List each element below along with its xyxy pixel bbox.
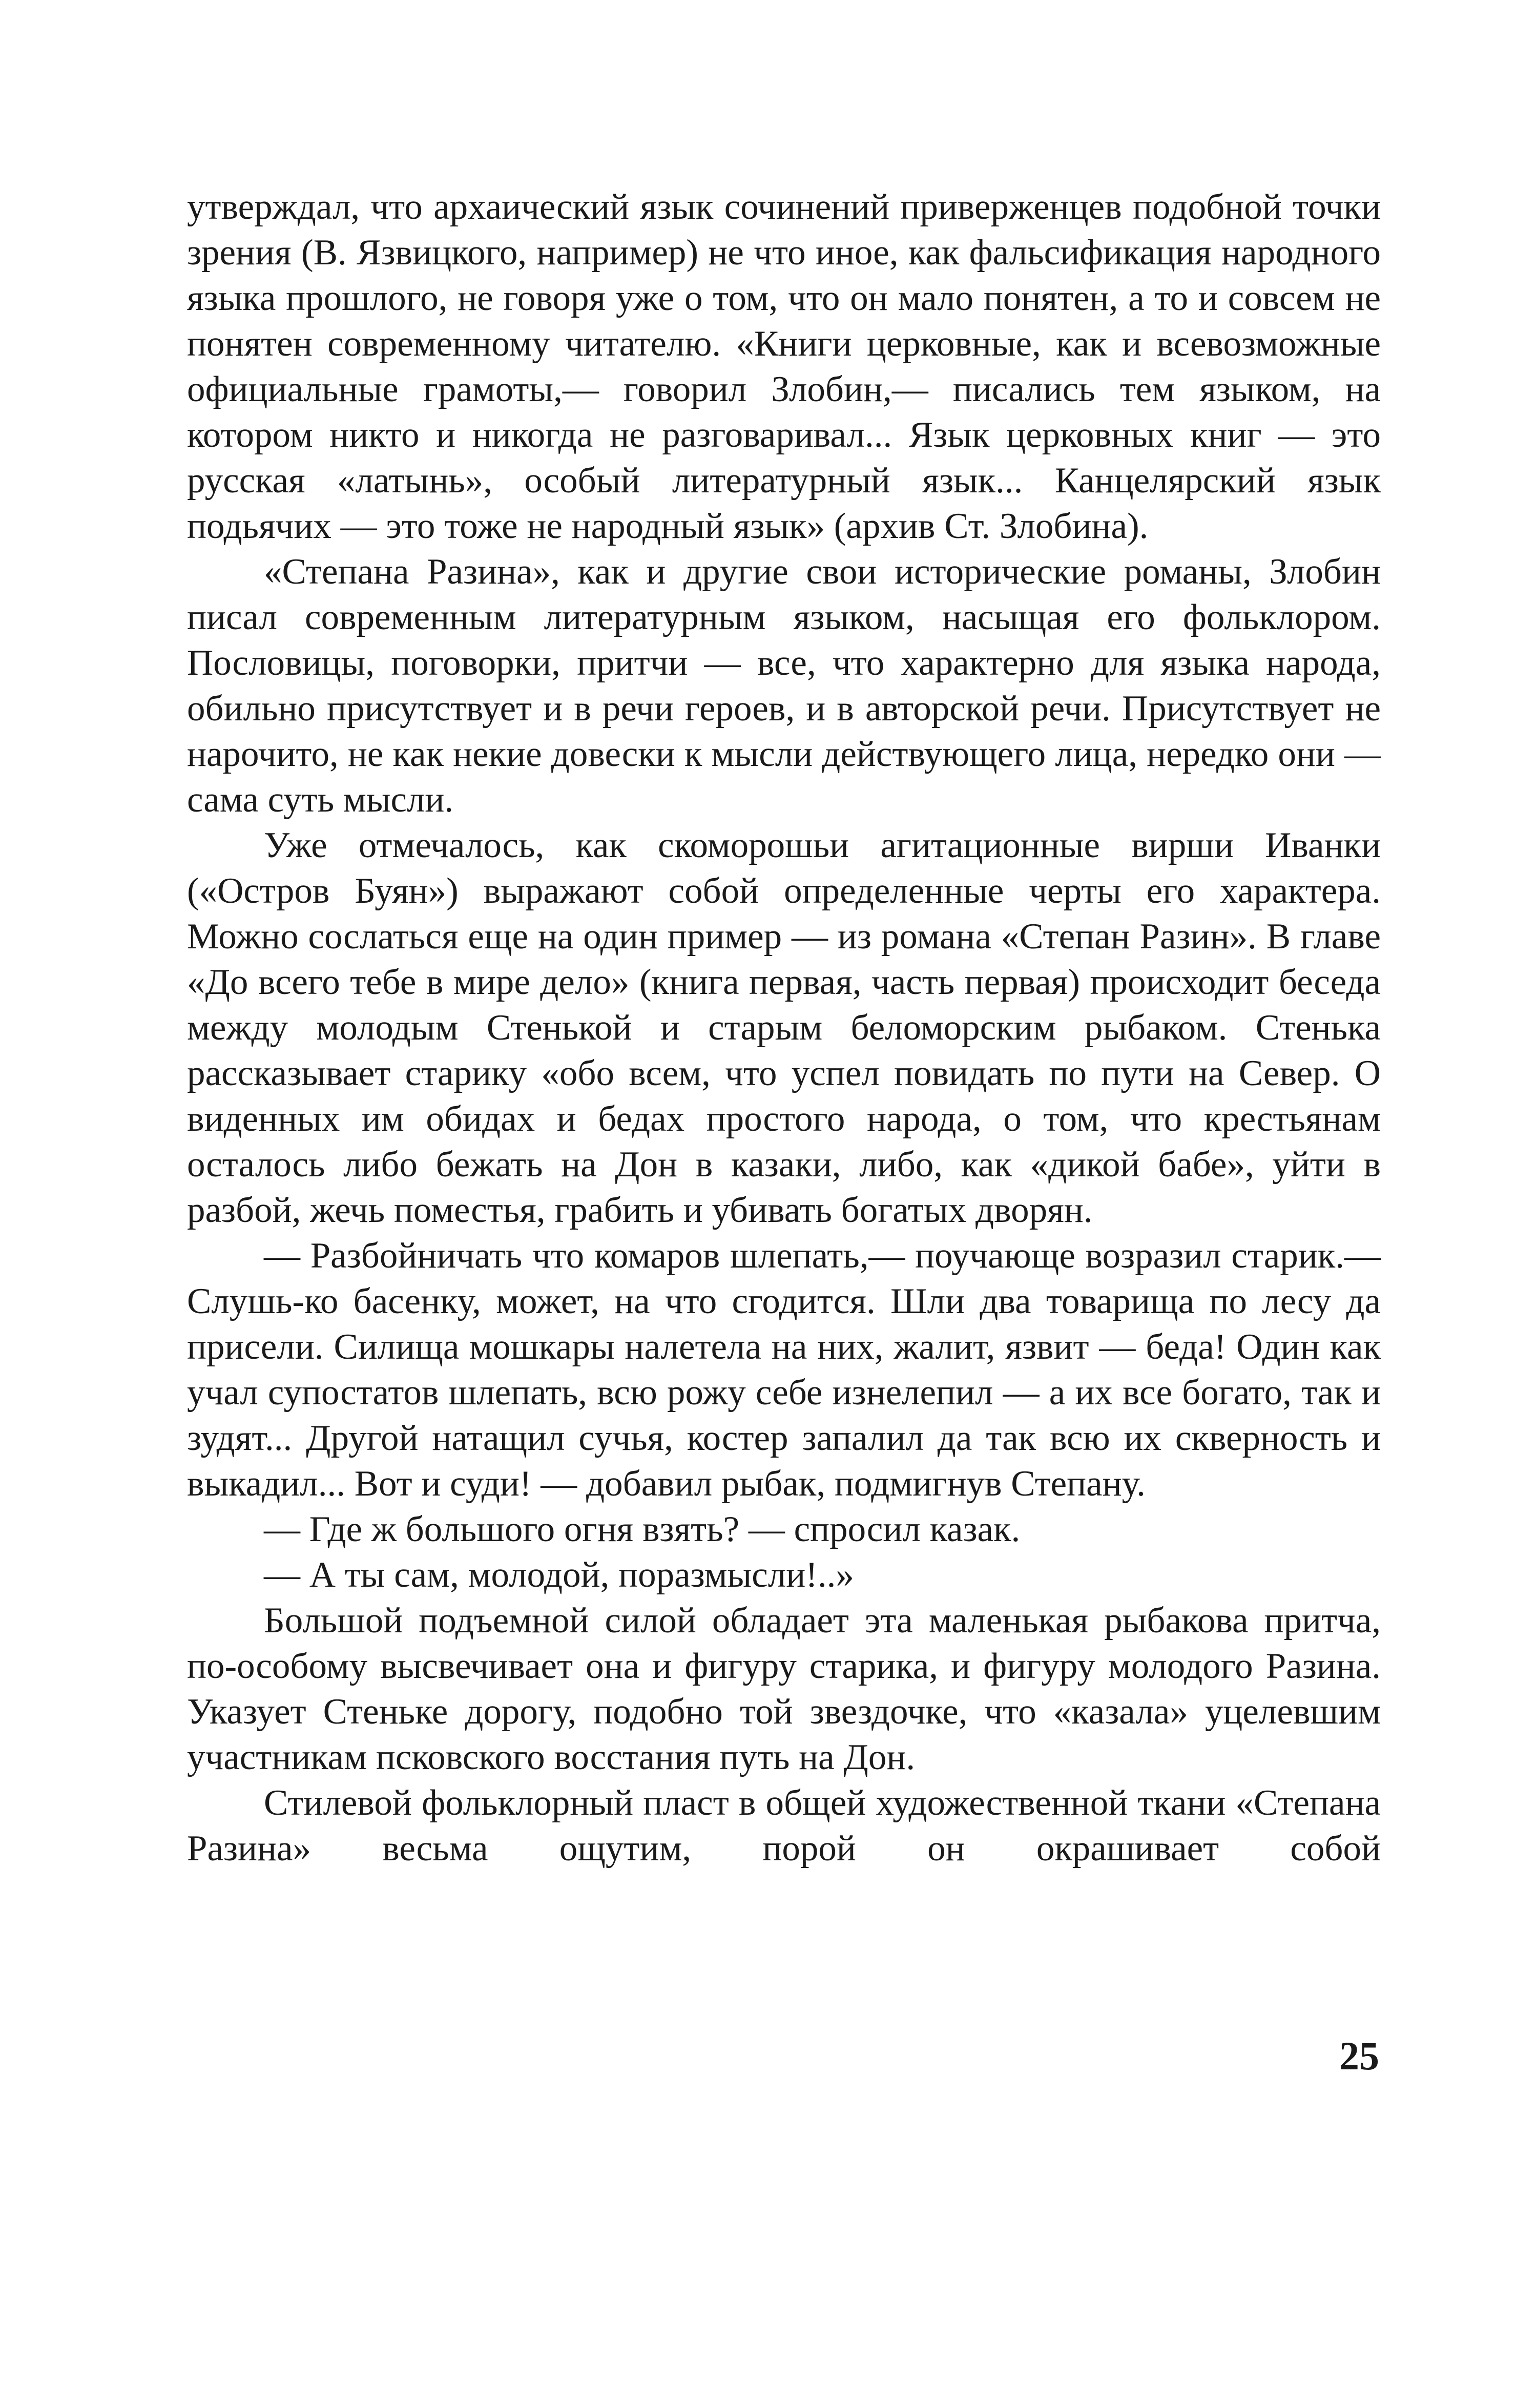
paragraph-3: Уже отмечалось, как скоморошьи агитационные вирши Иванки («Остров Буян») выражают собой определенные черты его характера. Можно сослаться еще на один пример — из романа «Степан Разин». В главе «До всего тебе в мире дело» (книга первая, часть первая) происходит беседа между молодым Стенькой и старым беломорским рыбаком. Стенька рассказывает старику «обо всем, что успел повидать по пути на Север. О виденных им обидах и бедах простого народа, о том, что крестьянам осталось либо бежать на Дон в казаки, либо, как «дикой бабе», уйти в разбой, жечь поместья, грабить и убивать богатых дворян.: [187, 825, 1381, 1230]
body-text: [187, 184, 1381, 1872]
paragraph-7: Большой подъемной силой обладает эта маленькая рыбакова притча, по-особому высвечивает она и фигуру старика, и фигуру молодого Разина. Указует Стеньке дорогу, подобно той звездочке, что «казала» уцелевшим участникам псковского восстания путь на Дон.: [187, 1601, 1381, 1777]
paragraph-8: Стилевой фольклорный пласт в общей художественной ткани «Степана Разина» весьма ощутим, порой он окрашивает собой: [187, 1783, 1381, 1869]
paragraph-6-dialogue: — А ты сам, молодой, поразмысли!..»: [264, 1555, 854, 1595]
paragraph-2: «Степана Разина», как и другие свои исторические романы, Злобин писал современным литературным языком, насыщая его фольклором. Пословицы, поговорки, притчи — все, что характерно для языка народа, обильно присутствует и в речи героев, и в авторской речи. Присутствует не нарочито, не как некие довески к мысли действующего лица, нередко они — сама суть мысли.: [187, 552, 1381, 820]
paragraph-1: утверждал, что архаический язык сочинений приверженцев подобной точки зрения (В. Язвицкого, например) не что иное, как фальсификация народного языка прошлого, не говоря уже о том, что он мало понятен, а то и совсем не понятен современному читателю. «Книги церковные, как и всевозможные официальные грамоты,— говорил Злобин,— писались тем языком, на котором никто и никогда не разговаривал... Язык церковных книг — это русская «латынь», особый литературный язык... Канцелярский язык подьячих — это тоже не народный язык» (архив Ст. Злобина).: [187, 187, 1381, 546]
page-number: 25: [1339, 2033, 1379, 2078]
paragraph-5-dialogue: — Где ж большого огня взять? — спросил казак.: [264, 1509, 1021, 1549]
paragraph-4-dialogue: — Разбойничать что комаров шлепать,— поучающе возразил старик.— Слушь-ко басенку, может, на что сгодится. Шли два товарища по лесу да присели. Силища мошкары налетела на них, жалит, язвит — беда! Один как учал супостатов шлепать, всю рожу себе изнелепил — а их все богато, так и зудят... Другой натащил сучья, костер запалил да так всю их скверность и выкадил... Вот и суди! — добавил рыбак, подмигнув Степану.: [187, 1236, 1381, 1504]
